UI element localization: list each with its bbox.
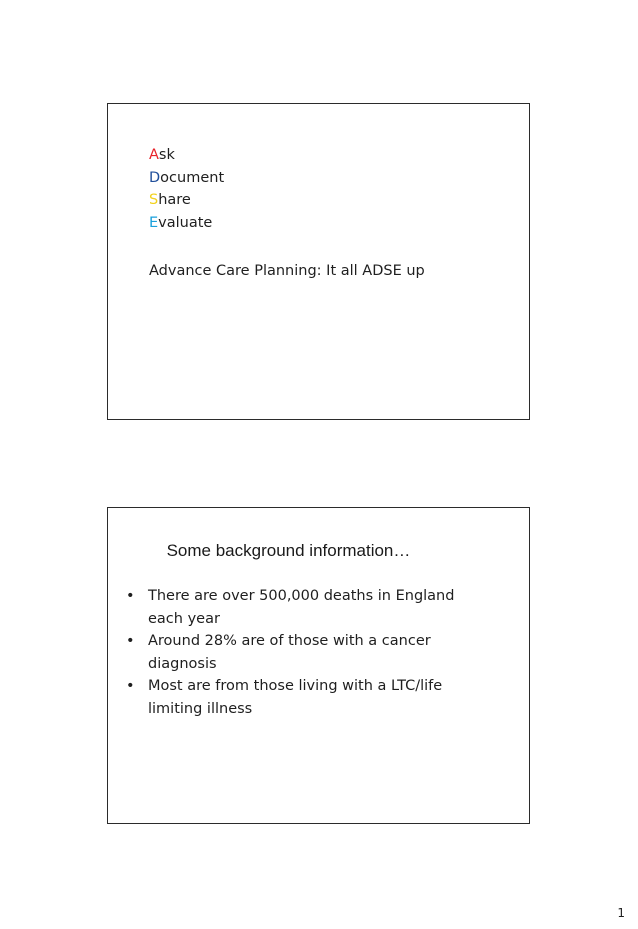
bullet-icon: • — [126, 588, 135, 604]
acronym-rest: sk — [158, 147, 175, 163]
acronym-rest: valuate — [158, 214, 213, 231]
bullet-item — [126, 675, 486, 720]
acronym-letter: S — [149, 192, 159, 208]
bullet-icon: • — [126, 678, 135, 694]
bullet-text: Around 28% are of those with a cancer diagnosis — [148, 633, 431, 672]
acronym-letter: A — [149, 147, 159, 163]
bullet-item — [126, 585, 486, 630]
page-number: 1 — [617, 906, 625, 920]
bullet-text: Most are from those living with a LTC/life limiting illness — [148, 678, 443, 717]
bullet-list — [126, 585, 486, 720]
acronym-letter: E — [149, 214, 159, 231]
acronym-rest: hare — [158, 192, 191, 208]
slide-1-subtitle: Advance Care Planning: It all ADSE up — [149, 263, 425, 279]
acronym-rest: ocument — [160, 169, 225, 186]
acronym-line-evaluate — [149, 212, 224, 235]
slide-1-frame — [107, 103, 530, 420]
acronym-letter: D — [149, 169, 161, 186]
slide-2-frame — [107, 507, 530, 824]
acronym-line-document — [149, 167, 224, 190]
acronym-list — [149, 144, 224, 234]
acronym-line-share — [149, 189, 224, 212]
slide-2-title: Some background information… — [166, 541, 411, 560]
bullet-text: There are over 500,000 deaths in England each year — [148, 588, 455, 627]
bullet-icon: • — [126, 633, 135, 649]
bullet-item — [126, 630, 486, 675]
acronym-line-ask — [149, 144, 224, 167]
